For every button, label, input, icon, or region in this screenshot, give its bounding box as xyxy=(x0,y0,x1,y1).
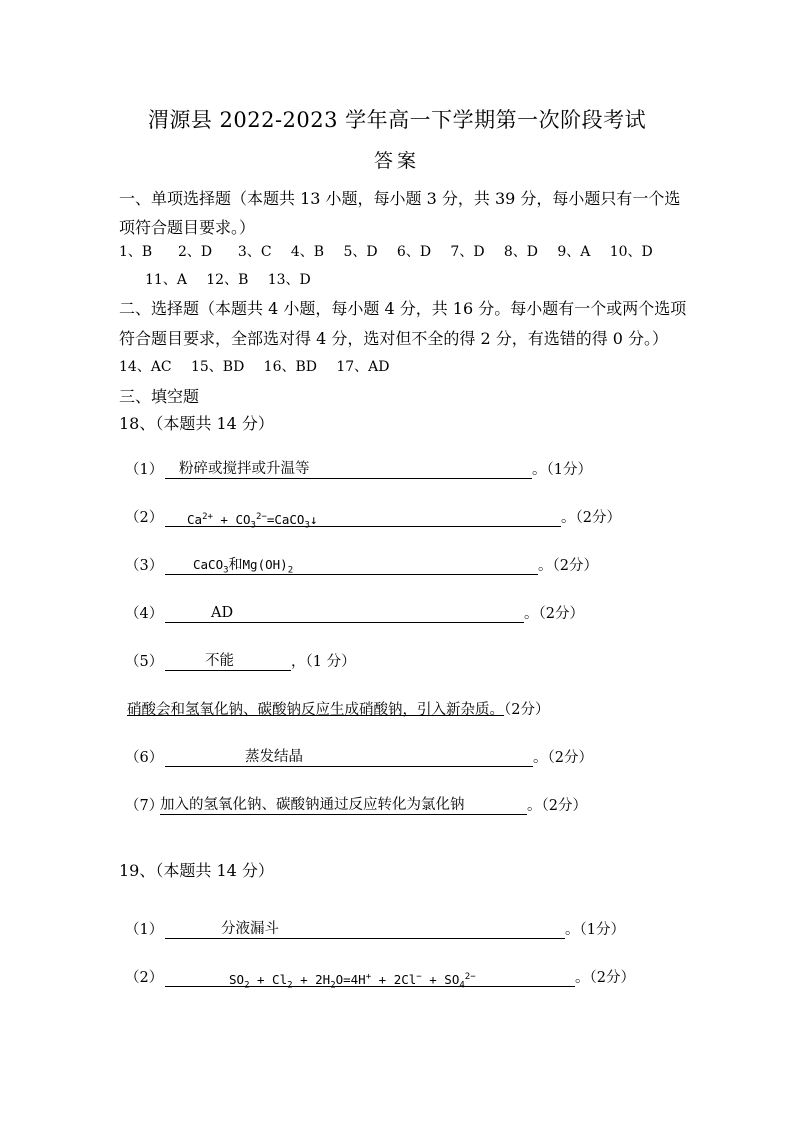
q18-explanation xyxy=(127,698,549,719)
answer-text: 蒸发结晶 xyxy=(245,749,303,765)
part3-heading: 三、填空题 xyxy=(119,387,200,406)
answer-text: 加入的氢氧化钠、碳酸钠通过反应转化为氯化钠 xyxy=(160,797,465,813)
q19-item-1 xyxy=(125,918,625,939)
q18-header: 18、（本题共 14 分） xyxy=(119,414,274,433)
chemical-equation: $SO_2 + Cl_2 + 2H_2O=4H^+ + 2Cl^- + SO_4^{2-}$ xyxy=(229,972,476,991)
chemical-formula: $Mg(OH)_2$ xyxy=(242,557,294,576)
item-number: （1） xyxy=(125,922,164,938)
q19-header: 19、（本题共 14 分） xyxy=(119,861,274,880)
item-number: （7） xyxy=(125,798,164,814)
part1-answers-line1: 1、B 2、D 3、C 4、B 5、D 6、D 7、D 8、D 9、A 10、D xyxy=(119,244,653,260)
item-number: （5） xyxy=(125,654,164,670)
part2-heading-line2: 符合题目要求，全部选对得 4 分，选对但不全的得 2 分，有选错的得 0 分。） xyxy=(119,329,669,348)
answer-connector: 和 xyxy=(228,557,243,573)
item-number: （6） xyxy=(125,750,164,766)
answer-text: 粉碎或搅拌或升温等 xyxy=(179,461,310,477)
answer-blank xyxy=(160,796,527,815)
part1-answers-line2: 11、A 12、B 13、D xyxy=(145,272,311,288)
item-score: 。（2分） xyxy=(538,558,598,574)
chemical-formula: CaCO$_3$ xyxy=(193,557,229,576)
q18-item-6 xyxy=(125,746,593,767)
item-number: （2） xyxy=(125,970,164,986)
item-number: （4） xyxy=(125,606,164,622)
part1-heading-line1: 一、单项选择题（本题共 13 小题，每小题 3 分，共 39 分，每小题只有一个选 xyxy=(119,189,681,208)
item-score: 。（1分） xyxy=(532,462,592,478)
page-subtitle: 答案 xyxy=(373,150,420,172)
item-score: 。（2分） xyxy=(533,750,593,766)
q18-item-5 xyxy=(125,650,356,671)
item-score: 。（2分） xyxy=(561,510,621,526)
answer-blank xyxy=(165,652,291,671)
answer-text: 不能 xyxy=(205,653,234,669)
answer-blank xyxy=(165,556,538,575)
answer-blank xyxy=(165,968,575,991)
part2-answers: 14、AC 15、BD 16、BD 17、AD xyxy=(119,359,390,375)
item-number: （1） xyxy=(125,462,164,478)
answer-blank xyxy=(165,460,532,479)
explanation-score: （2分） xyxy=(504,702,550,718)
part2-heading-line1: 二、选择题（本题共 4 小题，每小题 4 分，共 16 分。每小题有一个或两个选项 xyxy=(119,299,687,318)
item-score: 。（2分） xyxy=(524,606,584,622)
page-title: 渭源县 2022-2023 学年高一下学期第一次阶段考试 xyxy=(147,108,647,132)
answer-text: AD xyxy=(211,605,234,621)
item-score: 。（2分） xyxy=(575,970,635,986)
chemical-equation: $Ca^{2+}$ + $CO_3^{2-}=CaCO_3↓$ xyxy=(187,512,318,531)
item-score: 。（2分） xyxy=(527,798,587,814)
part1-heading-line2: 项符合题目要求。） xyxy=(119,218,256,237)
item-number: （2） xyxy=(125,510,164,526)
q18-item-4 xyxy=(125,602,584,623)
q18-item-1 xyxy=(125,458,592,479)
item-number: （3） xyxy=(125,558,164,574)
item-score: ，（1 分） xyxy=(291,654,356,670)
answer-text: 分液漏斗 xyxy=(221,921,279,937)
item-score: 。（1分） xyxy=(565,922,625,938)
explanation-text: 硝酸会和氢氧化钠、碳酸钠反应生成硝酸钠，引入新杂质。 xyxy=(127,702,504,718)
answer-blank xyxy=(165,604,524,623)
q19-item-2 xyxy=(125,966,635,991)
q18-item-7 xyxy=(125,794,587,815)
q18-item-2 xyxy=(125,506,621,531)
answer-blank xyxy=(165,748,533,767)
q18-item-3 xyxy=(125,554,598,575)
answer-blank xyxy=(165,508,561,531)
answer-blank xyxy=(165,920,565,939)
